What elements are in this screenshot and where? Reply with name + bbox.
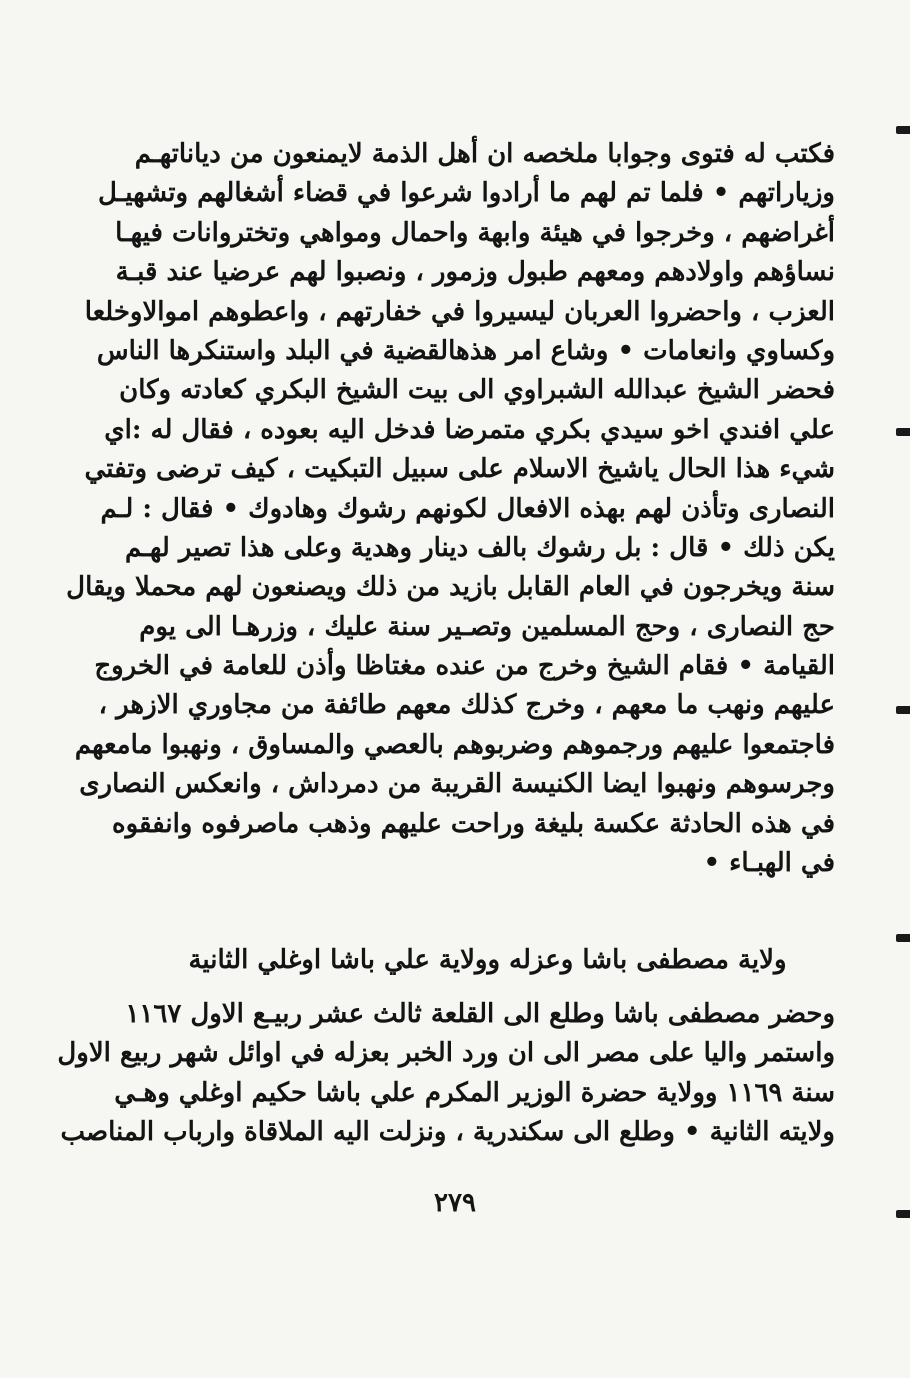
text-line: العزب ، واحضروا العربان ليسيروا في خفارتهم ، واعطوهم اموالاوخلعا (84, 296, 835, 327)
scan-edge-mark (896, 934, 910, 942)
scan-edge-mark (896, 126, 910, 134)
scan-edge-mark (896, 428, 910, 436)
text-line: ولايته الثانية • وطلع الى سكندرية ، ونزلت اليه الملاقاة وارباب المناصب (60, 1117, 835, 1148)
text-line: وكساوي وانعامات • وشاع امر هذهالقضية في البلد واستنكرها الناس (96, 335, 835, 366)
text-line: النصارى وتأذن لهم بهذه الافعال لكونهم رشوك وهادوك • فقال : لـم (100, 493, 835, 524)
section-heading: ولاية مصطفى باشا وعزله وولاية علي باشا اوغلي الثانية (188, 945, 787, 975)
text-line: سنة ١١٦٩ وولاية حضرة الوزير المكرم علي باشا حكيم اوغلي وهـي (114, 1077, 835, 1108)
text-line: فكتب له فتوى وجوابا ملخصه ان أهل الذمة لايمنعون من دياناتهـم (134, 139, 835, 169)
paragraph-2 (57, 995, 835, 1153)
text-line: علي افندي اخو سيدي بكري متمرضا فدخل اليه بعوده ، فقال له :اي (104, 414, 835, 445)
text-line: فحضر الشيخ عبدالله الشبراوي الى بيت الشيخ البكري كعادته وكان (119, 375, 835, 406)
text-line: واستمر واليا على مصر الى ان ورد الخبر بعزله في اوائل شهر ربيع الاول (57, 1038, 835, 1069)
text-line: وزياراتهم • فلما تم لهم ما أرادوا شرعوا في قضاء أشغالهم وتشهيـل (97, 178, 835, 209)
text-line: نساؤهم واولادهم ومعهم طبول وزمور ، ونصبوا لهم عرضيا عند قبـة (115, 257, 835, 288)
text-line: القيامة • فقام الشيخ وخرج من عنده مغتاظا وأذن للعامة في الخروج (94, 651, 835, 682)
text-line: عليهم ونهب ما معهم ، وخرج كذلك معهم طائفة من مجاوري الازهر ، (98, 690, 835, 721)
text-line: يكن ذلك • قال : بل رشوك بالف دينار وهدية وعلى هذا تصير لهـم (124, 532, 835, 563)
text-line: حج النصارى ، وحج المسلمين وتصـير سنة عليك ، وزرهـا الى يوم (139, 611, 835, 642)
text-line: وحضر مصطفى باشا وطلع الى القلعة ثالث عشر ربيـع الاول ١١٦٧ (125, 999, 835, 1029)
text-line: سنة ويخرجون في العام القابل بازيد من ذلك ويصنعون لهم محملا ويقال (66, 572, 835, 603)
text-line: وجرسوهم ونهبوا ايضا الكنيسة القريبة من دمرداش ، وانعكس النصارى (79, 769, 835, 800)
scan-edge-mark (896, 706, 910, 714)
scan-edge-mark (896, 1210, 910, 1218)
text-line: أغراضهم ، وخرجوا في هيئة وابهة واحمال ومواهي وتختروانات فيهـا (115, 217, 835, 248)
text-line: شيء هذا الحال ياشيخ الاسلام على سبيل التبكيت ، كيف ترضى وتفتي (84, 454, 835, 485)
text-line-last: في الهبـاء • (703, 848, 835, 879)
page-number: ٢٧٩ (434, 1188, 476, 1218)
text-line: فاجتمعوا عليهم ورجموهم وضربوهم بالعصي والمساوق ، ونهبوا مامعهم (74, 729, 835, 760)
paragraph-1 (66, 135, 835, 883)
text-line: في هذه الحادثة عكسة بليغة وراحت عليهم وذهب ماصرفوه وانفقوه (111, 808, 835, 839)
